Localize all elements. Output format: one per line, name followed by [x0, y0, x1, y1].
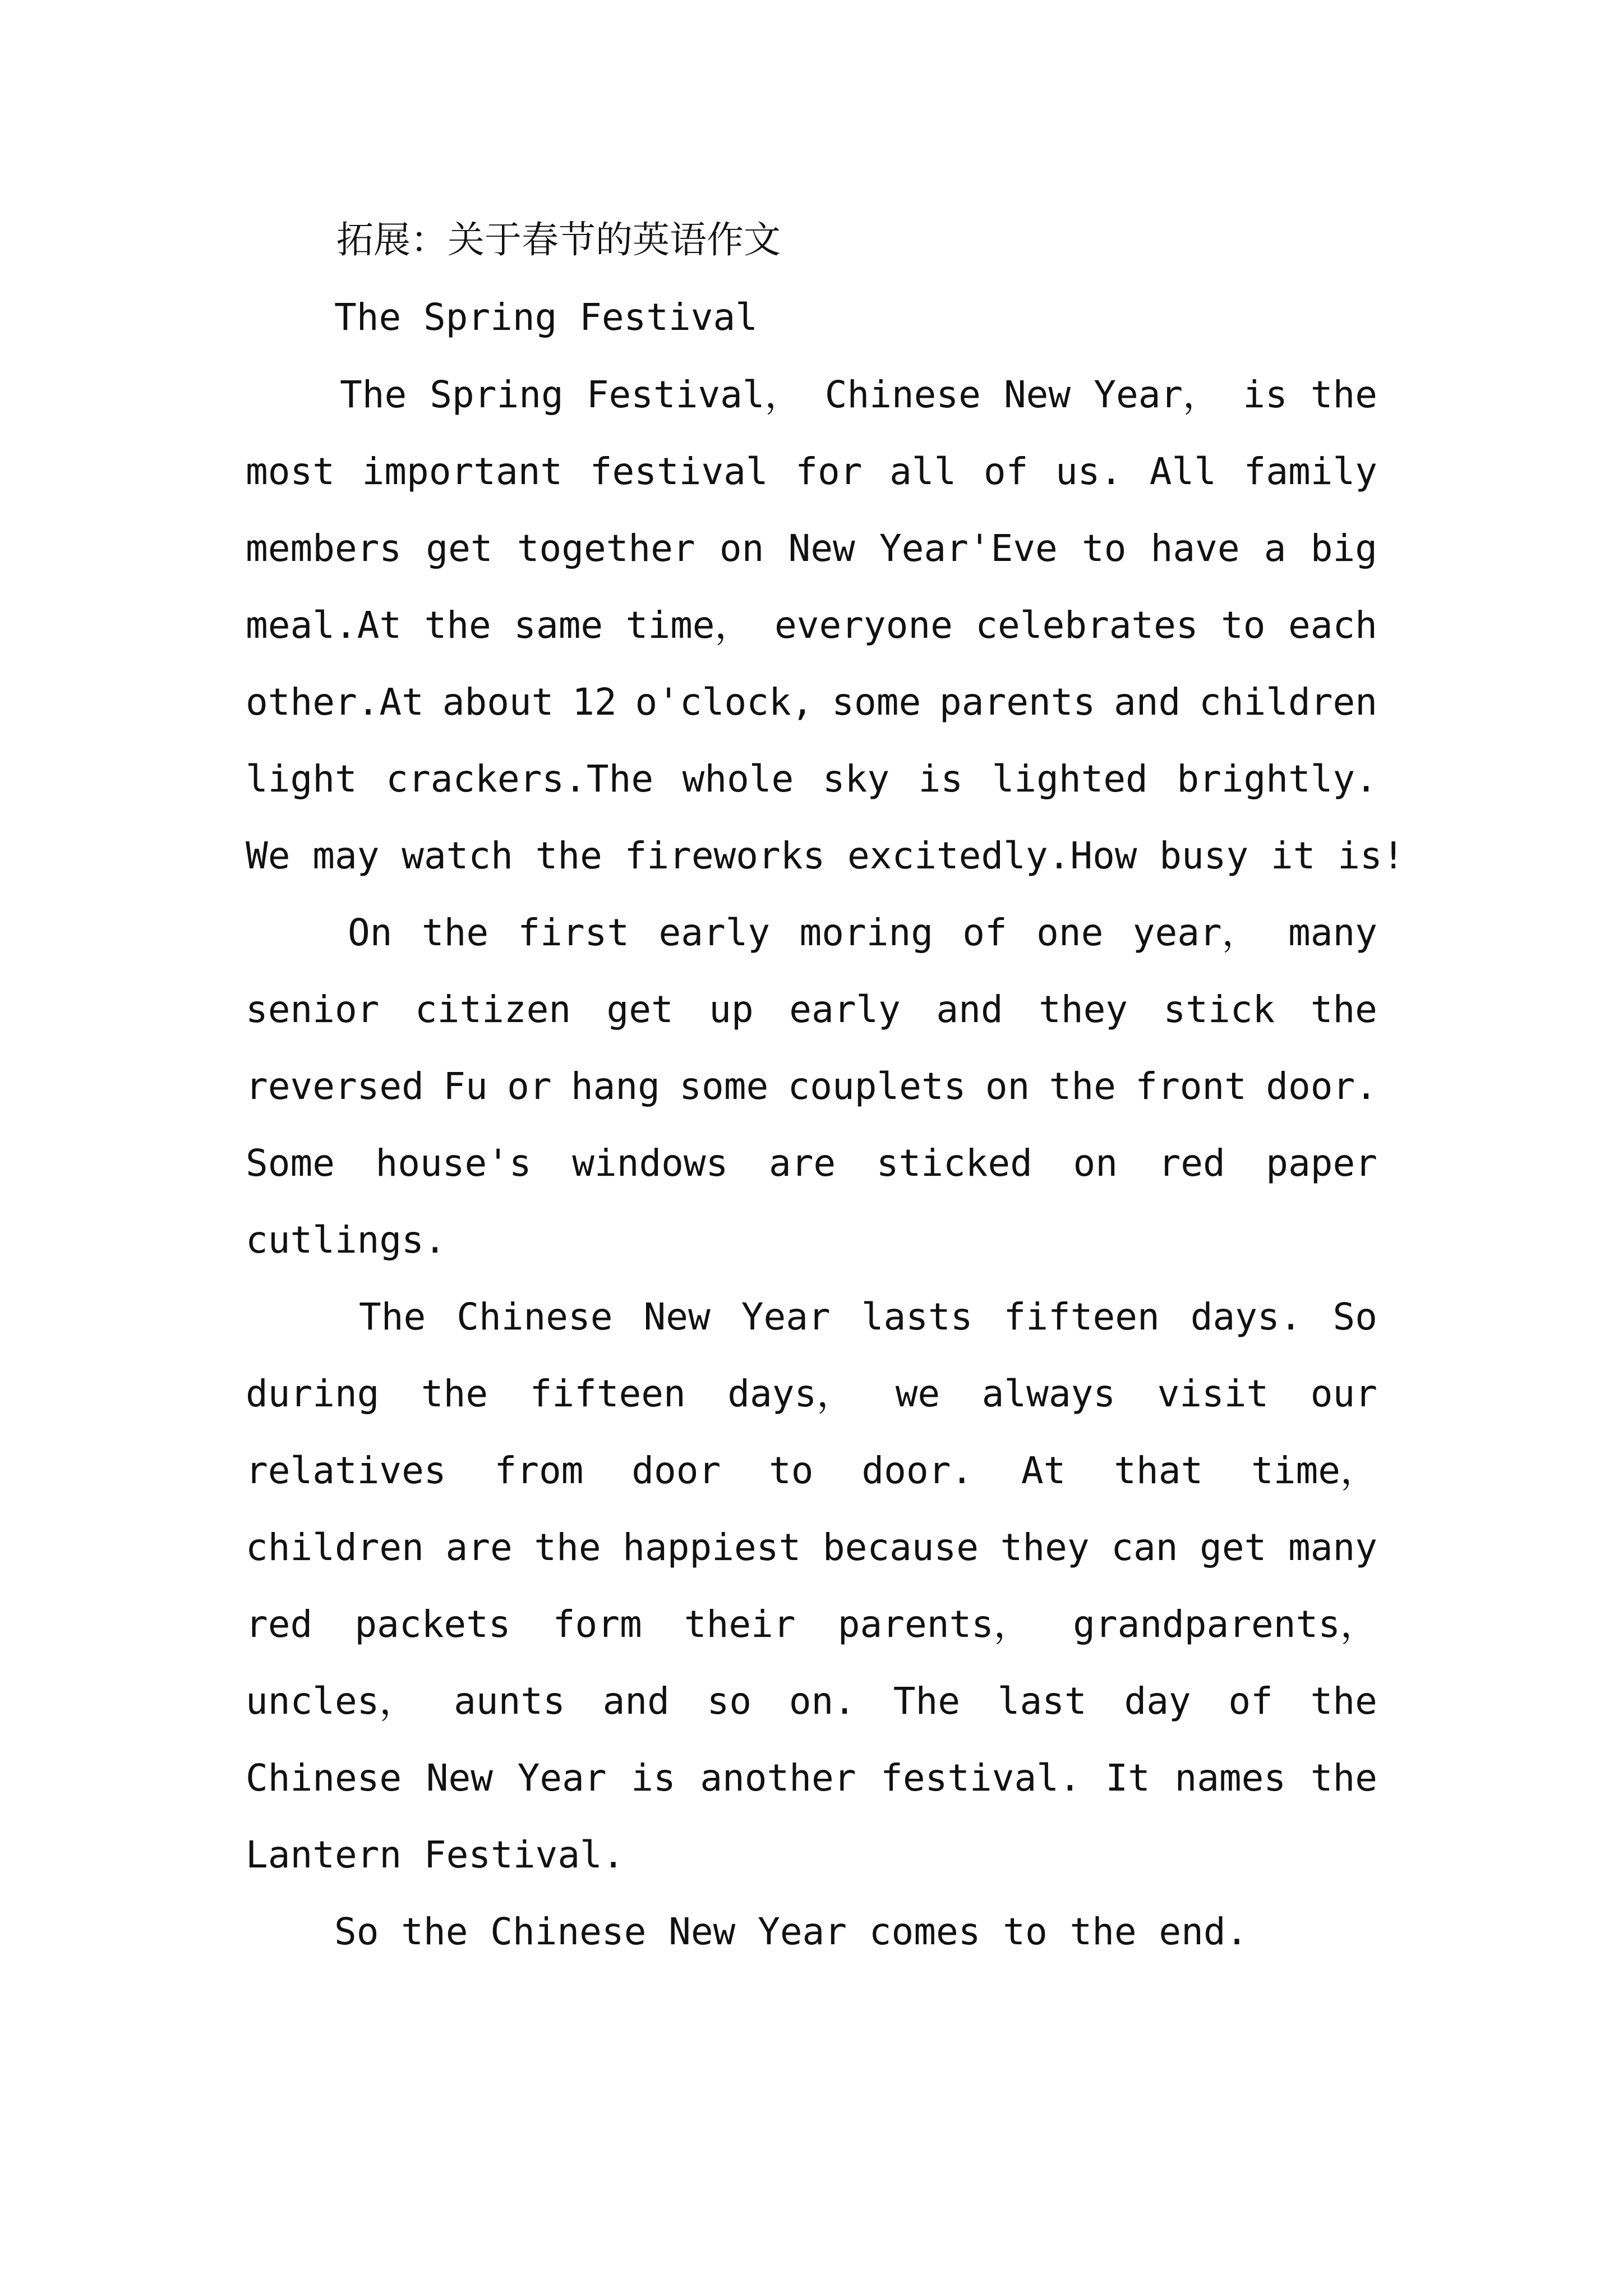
word: front: [1135, 1065, 1247, 1108]
word: Chinese: [246, 1756, 402, 1800]
text-line: [246, 757, 1377, 802]
word: the: [1310, 988, 1377, 1031]
word: have: [1150, 527, 1240, 570]
word: citizen: [414, 988, 571, 1031]
word: parents: [939, 680, 1096, 724]
word: the: [424, 604, 491, 647]
word: to: [1221, 604, 1266, 647]
word: members: [246, 527, 402, 570]
word: get: [606, 988, 674, 1031]
word: fifteen: [529, 1372, 686, 1415]
word: their: [684, 1603, 796, 1646]
word: early: [789, 988, 901, 1031]
word: time，: [1251, 1449, 1377, 1492]
text-line: [348, 910, 1377, 955]
word: relatives: [246, 1449, 446, 1492]
word: it: [1271, 834, 1316, 877]
word: o'clock,: [635, 680, 814, 724]
word: celebrates: [975, 604, 1198, 647]
text-line: [246, 1756, 1377, 1801]
word: on: [985, 1065, 1030, 1108]
word: they: [1039, 988, 1128, 1031]
word: comes: [869, 1910, 981, 1953]
word: on: [719, 527, 764, 570]
word: Festival.: [423, 1833, 625, 1876]
word: days.: [1190, 1295, 1302, 1338]
word: from: [494, 1449, 584, 1492]
word: get: [1200, 1526, 1267, 1569]
word: the: [534, 1526, 601, 1569]
word: festival: [589, 450, 768, 493]
word: is: [918, 757, 963, 800]
word: packets: [354, 1603, 511, 1646]
word: some: [832, 680, 921, 724]
word: during: [246, 1372, 380, 1415]
word: can: [1111, 1526, 1178, 1569]
text-line: [246, 1064, 1377, 1109]
word: on.: [789, 1680, 856, 1723]
word: couplets: [787, 1065, 966, 1108]
word: family: [1243, 450, 1377, 493]
word: Chinese: [824, 373, 981, 416]
word: is: [631, 1756, 676, 1800]
word: the: [535, 834, 602, 877]
word: Chinese: [457, 1295, 613, 1338]
word: last: [997, 1680, 1087, 1723]
word: red: [246, 1603, 313, 1646]
word: together: [517, 527, 695, 570]
word: because: [822, 1526, 979, 1569]
word: days，: [727, 1372, 854, 1415]
word: door: [631, 1449, 721, 1492]
word: everyone: [774, 604, 953, 647]
word: our: [1310, 1372, 1377, 1415]
word: brightly.: [1177, 757, 1377, 800]
word: or: [507, 1065, 552, 1108]
word: so: [707, 1680, 752, 1723]
word: On: [348, 911, 393, 954]
word: lasts: [861, 1295, 973, 1338]
text-line: [246, 1218, 446, 1263]
word: So: [1332, 1295, 1377, 1338]
word: fireworks: [624, 834, 826, 877]
word: and: [936, 988, 1003, 1031]
word: 12: [572, 680, 617, 724]
word: moring: [799, 911, 933, 954]
word: is!: [1338, 834, 1405, 877]
word: for: [795, 450, 863, 493]
text-line: [246, 1525, 1377, 1570]
word: are: [768, 1142, 836, 1185]
word: aunts: [454, 1680, 565, 1723]
word: Lantern: [246, 1833, 402, 1876]
word: visit: [1157, 1372, 1269, 1415]
word: whole: [682, 757, 794, 800]
word: It: [1105, 1756, 1150, 1800]
word: get: [426, 527, 493, 570]
word: each: [1288, 604, 1377, 647]
word: some: [679, 1065, 769, 1108]
word: all: [889, 450, 957, 493]
word: happiest: [623, 1526, 801, 1569]
word: time，: [625, 604, 752, 647]
word: grandparents，: [1073, 1603, 1377, 1646]
word: that: [1114, 1449, 1204, 1492]
text-line: [246, 1448, 1377, 1493]
text-line: [246, 526, 1377, 571]
word: house's: [375, 1142, 532, 1185]
word: Year: [741, 1295, 831, 1338]
word: may: [312, 834, 380, 877]
word: children: [246, 1526, 424, 1569]
word: us.: [1055, 450, 1123, 493]
word: reversed: [246, 1065, 424, 1108]
word: year，: [1132, 911, 1259, 954]
word: Festival，: [586, 373, 802, 416]
word: to: [769, 1449, 814, 1492]
word: first: [518, 911, 630, 954]
word: We: [246, 834, 291, 877]
word: of: [1228, 1680, 1273, 1723]
word: the: [401, 1910, 468, 1953]
word: New: [426, 1756, 493, 1800]
word: festival.: [880, 1756, 1081, 1800]
word: the: [1310, 1680, 1377, 1723]
word: same: [514, 604, 603, 647]
word: many: [1288, 1526, 1377, 1569]
text-line: [246, 1141, 1377, 1186]
word: New: [668, 1910, 736, 1953]
word: lighted: [992, 757, 1148, 800]
word: Year，: [1094, 373, 1220, 416]
word: to: [1081, 527, 1127, 570]
word: of: [983, 450, 1029, 493]
text-line: [246, 680, 1377, 725]
word: light: [246, 757, 357, 800]
word: the: [421, 1372, 488, 1415]
word: Some: [246, 1142, 335, 1185]
word: New: [1003, 373, 1071, 416]
word: crackers.The: [386, 757, 654, 800]
word: At: [1021, 1449, 1066, 1492]
word: windows: [572, 1142, 728, 1185]
text-line: [246, 1679, 1377, 1724]
text-line: [246, 1372, 1377, 1416]
word: watch: [402, 834, 513, 877]
word: the: [1069, 1910, 1137, 1953]
word: big: [1310, 527, 1377, 570]
word: meal.At: [246, 604, 402, 647]
word: one: [1036, 911, 1104, 954]
word: the: [421, 911, 489, 954]
word: day: [1124, 1680, 1191, 1723]
word: names: [1174, 1756, 1287, 1800]
word: to: [1003, 1910, 1048, 1953]
word: Year'Eve: [879, 527, 1058, 570]
word: New: [643, 1295, 711, 1338]
word: The: [340, 373, 407, 416]
word: paper: [1266, 1142, 1377, 1185]
word: parents，: [837, 1603, 1031, 1646]
text-line: [246, 603, 1377, 648]
word: New: [788, 527, 855, 570]
word: cutlings.: [246, 1218, 446, 1262]
word: Spring: [430, 373, 564, 416]
word: fifteen: [1003, 1295, 1160, 1338]
word: senior: [246, 988, 380, 1031]
word: and: [1114, 680, 1181, 724]
word: on: [1073, 1142, 1118, 1185]
text-line: [246, 987, 1377, 1032]
word: excitedly.How: [847, 834, 1137, 877]
word: form: [552, 1603, 642, 1646]
word: sticked: [876, 1142, 1032, 1185]
text-line: [359, 1295, 1377, 1340]
word: sky: [822, 757, 890, 800]
word: uncles，: [246, 1680, 417, 1723]
word: up: [709, 988, 754, 1031]
word: most: [246, 450, 335, 493]
word: another: [700, 1756, 856, 1800]
word: early: [658, 911, 771, 954]
word: about: [442, 680, 554, 724]
word: The: [893, 1680, 960, 1723]
word: the: [1310, 373, 1377, 416]
word: end.: [1159, 1910, 1248, 1953]
word: of: [962, 911, 1007, 954]
text-line: [246, 834, 1404, 878]
word: All: [1149, 450, 1216, 493]
word: important: [362, 450, 563, 493]
word: hang: [570, 1065, 660, 1108]
word: Chinese: [490, 1910, 647, 1953]
word: The: [359, 1295, 426, 1338]
document-heading: 拓展：关于春节的英语作文: [336, 218, 781, 261]
word: busy: [1159, 834, 1249, 877]
word: and: [602, 1680, 670, 1723]
word: are: [445, 1526, 513, 1569]
word: stick: [1163, 988, 1275, 1031]
word: door.: [1266, 1065, 1377, 1108]
word: we: [895, 1372, 940, 1415]
word: the: [1049, 1065, 1116, 1108]
word: Year: [517, 1756, 607, 1800]
word: Fu: [443, 1065, 488, 1108]
word: children: [1199, 680, 1377, 724]
word: a: [1264, 527, 1287, 570]
text-line: [340, 372, 1377, 417]
word: they: [1000, 1526, 1090, 1569]
text-line: [246, 449, 1377, 494]
word: Year: [758, 1910, 847, 1953]
word: many: [1288, 911, 1377, 954]
word: other.At: [246, 680, 424, 724]
text-line: [334, 1910, 1248, 1954]
word: always: [981, 1372, 1116, 1415]
essay-title: The Spring Festival: [334, 296, 758, 339]
word: door.: [861, 1449, 974, 1492]
word: the: [1310, 1756, 1377, 1800]
word: is: [1243, 373, 1288, 416]
text-line: [246, 1833, 625, 1878]
word: red: [1158, 1142, 1225, 1185]
word: So: [334, 1910, 379, 1953]
text-line: [246, 1602, 1377, 1647]
